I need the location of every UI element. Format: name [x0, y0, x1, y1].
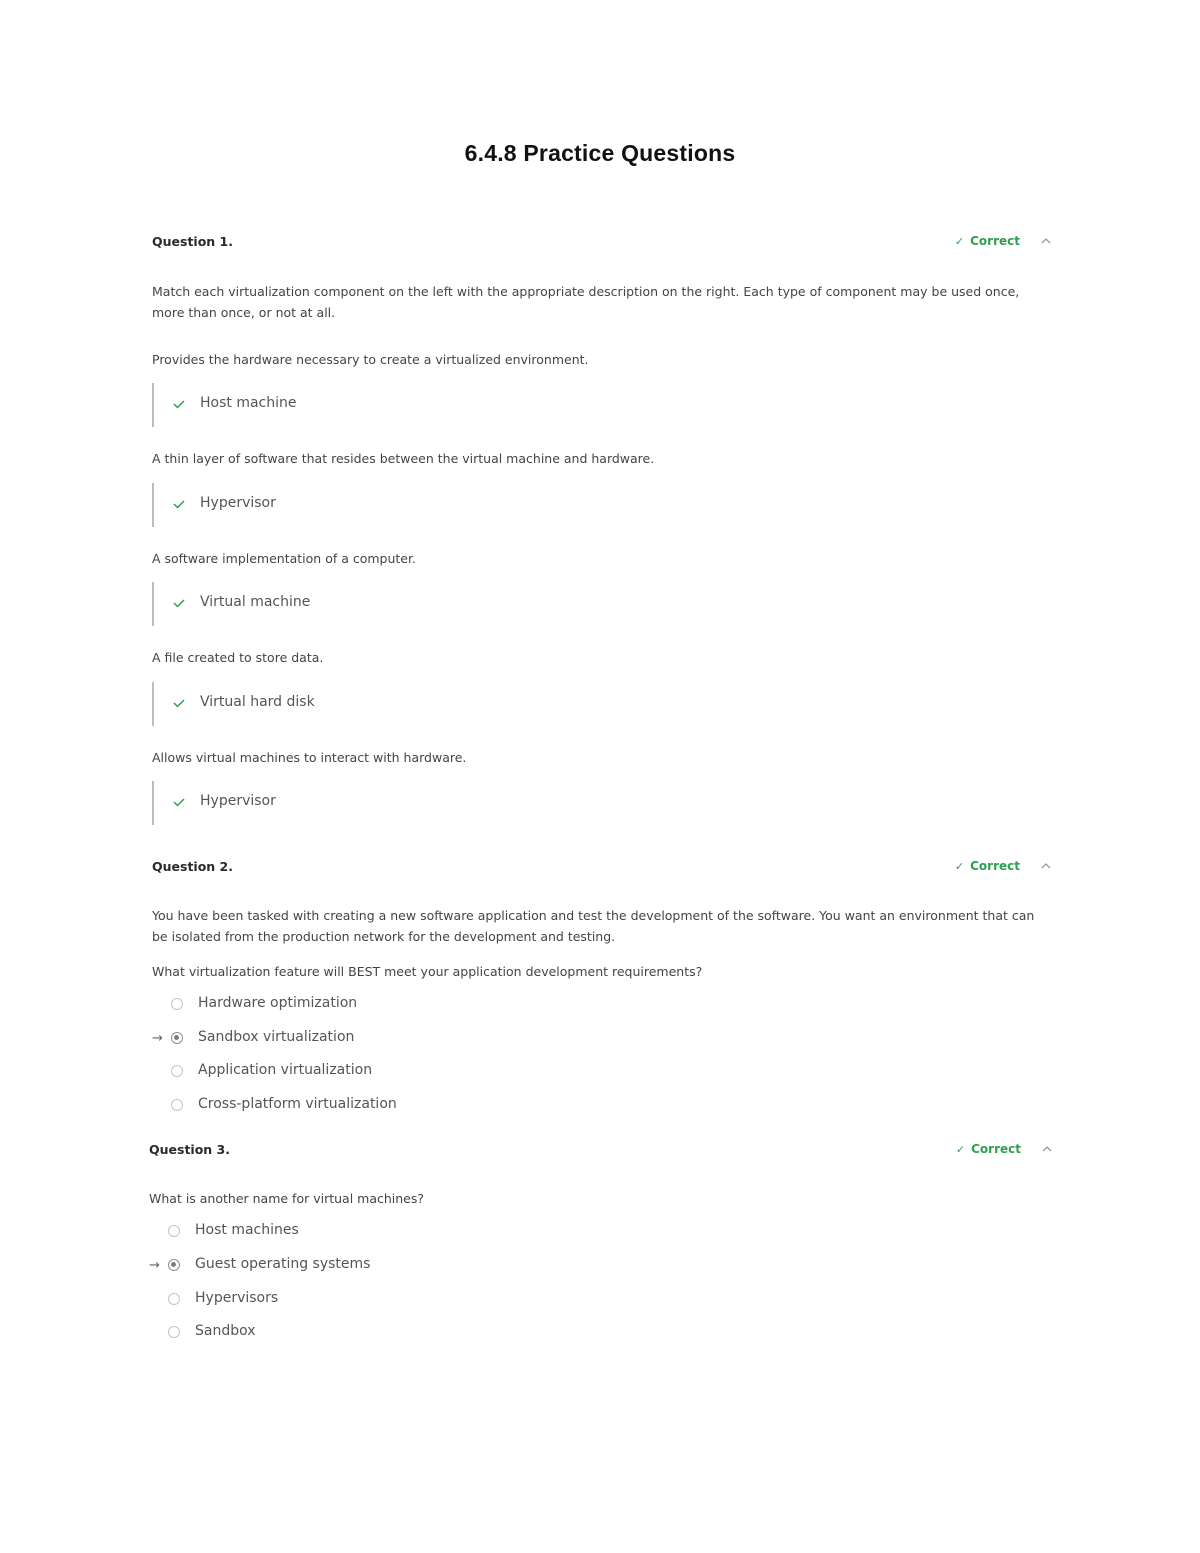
check-icon: ✓: [954, 859, 965, 873]
match-description-2: A thin layer of software that resides between the virtual machine and hardware.: [152, 451, 655, 466]
status-label: Correct: [970, 234, 1020, 248]
answer-option-label: Host machines: [195, 1222, 299, 1238]
match-answer-1[interactable]: [152, 383, 554, 427]
question-3-header: [149, 1142, 1053, 1162]
check-icon: ✓: [954, 234, 965, 248]
match-description-4: A file created to store data.: [152, 650, 324, 665]
answer-option-label: Hypervisors: [195, 1290, 279, 1306]
match-answer-label: Hypervisor: [200, 793, 276, 809]
question-2-prompt: What virtualization feature will BEST meet your application development requirements?: [152, 964, 703, 979]
answer-option-label: Guest operating systems: [195, 1256, 371, 1272]
check-icon: ✓: [955, 1142, 966, 1156]
correct-status: [955, 234, 1052, 248]
question-title: Question 2.: [152, 859, 233, 874]
answer-option[interactable]: [149, 1323, 649, 1345]
arrow-right-icon: →: [149, 1258, 160, 1273]
radio-button-selected[interactable]: [171, 1032, 183, 1044]
match-answer-label: Virtual hard disk: [200, 694, 315, 710]
status-label: Correct: [971, 1142, 1021, 1156]
check-icon: [172, 794, 186, 808]
radio-button[interactable]: [171, 1099, 183, 1111]
answer-option-selected[interactable]: [149, 1256, 649, 1278]
radio-button[interactable]: [171, 998, 183, 1010]
radio-button[interactable]: [168, 1225, 180, 1237]
match-answer-3[interactable]: [152, 582, 554, 626]
answer-option[interactable]: [149, 1222, 649, 1244]
answer-option-label: Cross-platform virtualization: [198, 1096, 397, 1112]
correct-status: [955, 859, 1052, 873]
radio-button[interactable]: [168, 1293, 180, 1305]
check-icon: [172, 396, 186, 410]
question-1-prompt: Match each virtualization component on the left with the appropriate description on the right. Each type of component may be used once, more than once, or not at all.: [152, 284, 1020, 320]
answer-option-label: Sandbox virtualization: [198, 1029, 355, 1045]
match-answer-label: Hypervisor: [200, 495, 276, 511]
question-1-header: [152, 234, 1052, 254]
match-answer-2[interactable]: [152, 483, 554, 527]
question-2-scenario: You have been tasked with creating a new software application and test the development of the software. You want an environment that can be isolated from the production network for the development and testing.: [152, 908, 1035, 944]
match-description-5: Allows virtual machines to interact with hardware.: [152, 750, 467, 765]
answer-option-label: Hardware optimization: [198, 995, 358, 1011]
question-title: Question 3.: [149, 1142, 230, 1157]
check-icon: [172, 695, 186, 709]
question-2-header: [152, 859, 1052, 879]
question-title: Question 1.: [152, 234, 233, 249]
radio-button[interactable]: [171, 1065, 183, 1077]
check-icon: [172, 595, 186, 609]
match-description-1: Provides the hardware necessary to create a virtualized environment.: [152, 352, 589, 367]
check-icon: [172, 496, 186, 510]
match-answer-5[interactable]: [152, 781, 554, 825]
arrow-right-icon: →: [152, 1031, 163, 1046]
match-answer-4[interactable]: [152, 682, 554, 726]
chevron-up-icon[interactable]: [1041, 1144, 1053, 1154]
chevron-up-icon[interactable]: [1040, 236, 1052, 246]
match-answer-label: Virtual machine: [200, 594, 311, 610]
radio-button[interactable]: [168, 1326, 180, 1338]
chevron-up-icon[interactable]: [1040, 861, 1052, 871]
answer-option[interactable]: [149, 1290, 649, 1312]
answer-option[interactable]: [152, 1062, 652, 1084]
correct-status: [956, 1142, 1053, 1156]
answer-option-selected[interactable]: [152, 1029, 652, 1051]
answer-option[interactable]: [152, 995, 652, 1017]
radio-button-selected[interactable]: [168, 1259, 180, 1271]
match-description-3: A software implementation of a computer.: [152, 551, 416, 566]
answer-option-label: Sandbox: [195, 1323, 256, 1339]
answer-option[interactable]: [152, 1096, 652, 1118]
match-answer-label: Host machine: [200, 395, 297, 411]
answer-option-label: Application virtualization: [198, 1062, 373, 1078]
status-label: Correct: [970, 859, 1020, 873]
page-title: 6.4.8 Practice Questions: [464, 140, 736, 166]
question-3-prompt: What is another name for virtual machines?: [149, 1191, 425, 1206]
